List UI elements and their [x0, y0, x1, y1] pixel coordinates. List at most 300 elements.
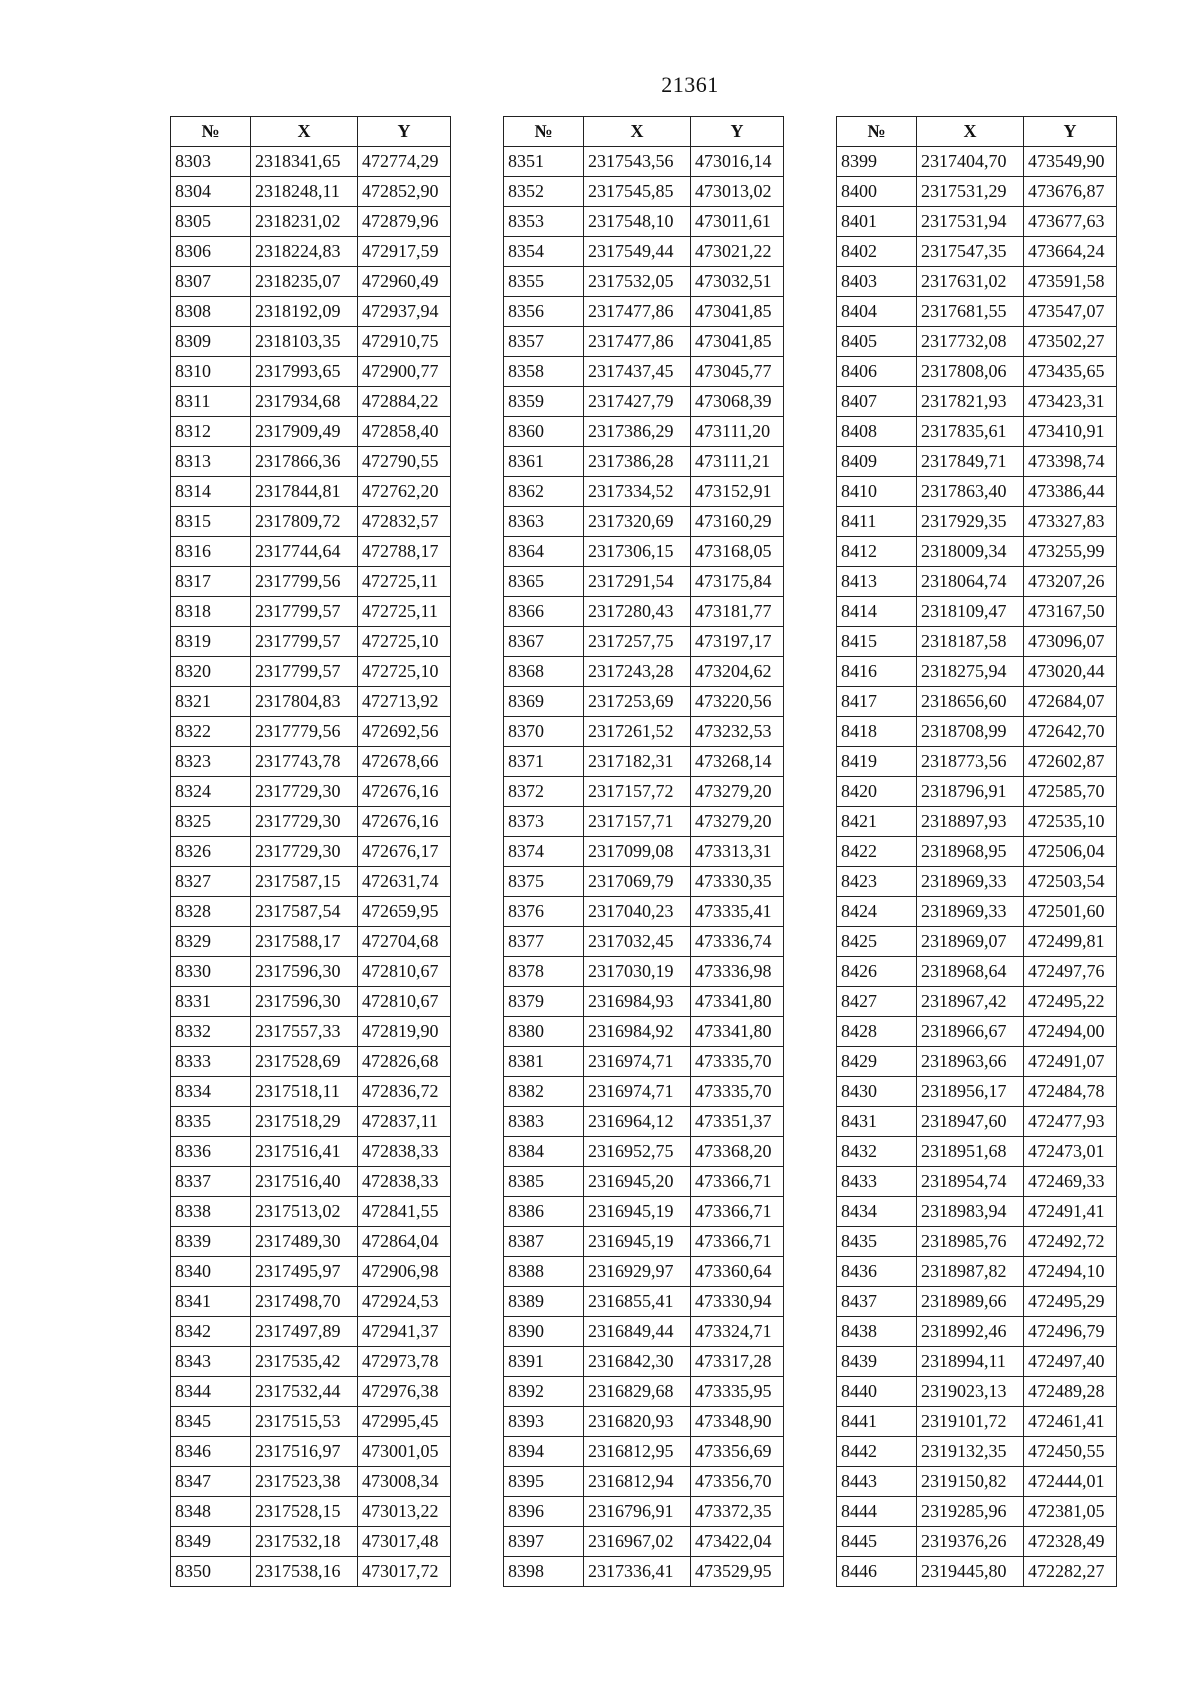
- x-coordinate-cell: 2317743,78: [251, 747, 358, 777]
- point-number-cell: 8338: [171, 1197, 251, 1227]
- point-number-cell: 8363: [504, 507, 584, 537]
- table-row: [171, 747, 451, 777]
- table-row: [171, 147, 451, 177]
- point-number-cell: 8327: [171, 867, 251, 897]
- table-row: [837, 927, 1117, 957]
- point-number-cell: 8403: [837, 267, 917, 297]
- x-coordinate-cell: 2317531,94: [917, 207, 1024, 237]
- point-number-cell: 8398: [504, 1557, 584, 1587]
- x-coordinate-cell: 2317532,18: [251, 1527, 358, 1557]
- x-coordinate-cell: 2317799,57: [251, 657, 358, 687]
- point-number-cell: 8426: [837, 957, 917, 987]
- point-number-cell: 8428: [837, 1017, 917, 1047]
- x-coordinate-cell: 2317538,16: [251, 1557, 358, 1587]
- y-coordinate-cell: 473020,44: [1024, 657, 1117, 687]
- y-coordinate-cell: 472864,04: [358, 1227, 451, 1257]
- y-coordinate-cell: 473676,87: [1024, 177, 1117, 207]
- x-coordinate-cell: 2317631,02: [917, 267, 1024, 297]
- point-number-cell: 8410: [837, 477, 917, 507]
- x-coordinate-cell: 2317681,55: [917, 297, 1024, 327]
- y-coordinate-cell: 472489,28: [1024, 1377, 1117, 1407]
- point-number-cell: 8443: [837, 1467, 917, 1497]
- table-row: [837, 267, 1117, 297]
- table-row: [171, 237, 451, 267]
- x-coordinate-cell: 2317549,44: [584, 237, 691, 267]
- point-number-cell: 8366: [504, 597, 584, 627]
- table-row: [171, 1347, 451, 1377]
- x-coordinate-cell: 2316842,30: [584, 1347, 691, 1377]
- y-coordinate-cell: 472774,29: [358, 147, 451, 177]
- x-coordinate-cell: 2317243,28: [584, 657, 691, 687]
- x-coordinate-cell: 2318966,67: [917, 1017, 1024, 1047]
- table-row: [504, 297, 784, 327]
- table-row: [504, 987, 784, 1017]
- point-number-cell: 8324: [171, 777, 251, 807]
- y-coordinate-cell: 472678,66: [358, 747, 451, 777]
- x-coordinate-cell: 2316967,02: [584, 1527, 691, 1557]
- x-coordinate-cell: 2317498,70: [251, 1287, 358, 1317]
- table-row: [837, 1467, 1117, 1497]
- point-number-cell: 8434: [837, 1197, 917, 1227]
- header-y: Y: [358, 117, 451, 147]
- y-coordinate-cell: 473423,31: [1024, 387, 1117, 417]
- table-row: [171, 1107, 451, 1137]
- y-coordinate-cell: 472910,75: [358, 327, 451, 357]
- y-coordinate-cell: 472282,27: [1024, 1557, 1117, 1587]
- point-number-cell: 8401: [837, 207, 917, 237]
- y-coordinate-cell: 472995,45: [358, 1407, 451, 1437]
- y-coordinate-cell: 472491,07: [1024, 1047, 1117, 1077]
- y-coordinate-cell: 473152,91: [691, 477, 784, 507]
- point-number-cell: 8400: [837, 177, 917, 207]
- table-row: [504, 1107, 784, 1137]
- table-row: [837, 1497, 1117, 1527]
- header-number: №: [504, 117, 584, 147]
- table-row: [171, 657, 451, 687]
- x-coordinate-cell: 2317729,30: [251, 807, 358, 837]
- x-coordinate-cell: 2317799,57: [251, 627, 358, 657]
- table-row: [504, 1257, 784, 1287]
- table-row: [504, 1077, 784, 1107]
- point-number-cell: 8393: [504, 1407, 584, 1437]
- point-number-cell: 8379: [504, 987, 584, 1017]
- y-coordinate-cell: 473356,69: [691, 1437, 784, 1467]
- table-header-row: [837, 117, 1117, 147]
- y-coordinate-cell: 472837,11: [358, 1107, 451, 1137]
- point-number-cell: 8339: [171, 1227, 251, 1257]
- y-coordinate-cell: 473181,77: [691, 597, 784, 627]
- point-number-cell: 8427: [837, 987, 917, 1017]
- table-row: [504, 357, 784, 387]
- y-coordinate-cell: 472838,33: [358, 1167, 451, 1197]
- x-coordinate-cell: 2317516,97: [251, 1437, 358, 1467]
- point-number-cell: 8347: [171, 1467, 251, 1497]
- x-coordinate-cell: 2317291,54: [584, 567, 691, 597]
- point-number-cell: 8328: [171, 897, 251, 927]
- table-row: [504, 237, 784, 267]
- table-row: [504, 867, 784, 897]
- x-coordinate-cell: 2318956,17: [917, 1077, 1024, 1107]
- y-coordinate-cell: 472960,49: [358, 267, 451, 297]
- y-coordinate-cell: 473068,39: [691, 387, 784, 417]
- y-coordinate-cell: 472496,79: [1024, 1317, 1117, 1347]
- point-number-cell: 8325: [171, 807, 251, 837]
- y-coordinate-cell: 472494,10: [1024, 1257, 1117, 1287]
- x-coordinate-cell: 2318248,11: [251, 177, 358, 207]
- table-row: [837, 1047, 1117, 1077]
- y-coordinate-cell: 473398,74: [1024, 447, 1117, 477]
- table-row: [171, 1407, 451, 1437]
- point-number-cell: 8375: [504, 867, 584, 897]
- x-coordinate-cell: 2317320,69: [584, 507, 691, 537]
- table-header-row: [171, 117, 451, 147]
- coordinates-table-3: [836, 116, 1117, 1587]
- table-row: [171, 867, 451, 897]
- x-coordinate-cell: 2317744,64: [251, 537, 358, 567]
- point-number-cell: 8422: [837, 837, 917, 867]
- point-number-cell: 8392: [504, 1377, 584, 1407]
- x-coordinate-cell: 2317523,38: [251, 1467, 358, 1497]
- y-coordinate-cell: 473335,70: [691, 1047, 784, 1077]
- table-row: [171, 1287, 451, 1317]
- point-number-cell: 8310: [171, 357, 251, 387]
- table-row: [171, 1017, 451, 1047]
- x-coordinate-cell: 2318985,76: [917, 1227, 1024, 1257]
- table-row: [171, 897, 451, 927]
- table-row: [171, 297, 451, 327]
- table-row: [504, 147, 784, 177]
- table-row: [504, 1377, 784, 1407]
- x-coordinate-cell: 2318656,60: [917, 687, 1024, 717]
- x-coordinate-cell: 2319132,35: [917, 1437, 1024, 1467]
- x-coordinate-cell: 2317729,30: [251, 777, 358, 807]
- point-number-cell: 8360: [504, 417, 584, 447]
- point-number-cell: 8440: [837, 1377, 917, 1407]
- y-coordinate-cell: 473160,29: [691, 507, 784, 537]
- x-coordinate-cell: 2318989,66: [917, 1287, 1024, 1317]
- x-coordinate-cell: 2317477,86: [584, 327, 691, 357]
- point-number-cell: 8439: [837, 1347, 917, 1377]
- y-coordinate-cell: 473502,27: [1024, 327, 1117, 357]
- x-coordinate-cell: 2318708,99: [917, 717, 1024, 747]
- x-coordinate-cell: 2317516,40: [251, 1167, 358, 1197]
- table-row: [171, 1527, 451, 1557]
- point-number-cell: 8432: [837, 1137, 917, 1167]
- y-coordinate-cell: 472495,29: [1024, 1287, 1117, 1317]
- point-number-cell: 8304: [171, 177, 251, 207]
- x-coordinate-cell: 2319285,96: [917, 1497, 1024, 1527]
- point-number-cell: 8446: [837, 1557, 917, 1587]
- point-number-cell: 8433: [837, 1167, 917, 1197]
- header-x: X: [251, 117, 358, 147]
- table-row: [837, 837, 1117, 867]
- table-row: [837, 447, 1117, 477]
- point-number-cell: 8368: [504, 657, 584, 687]
- y-coordinate-cell: 472497,76: [1024, 957, 1117, 987]
- table-row: [171, 387, 451, 417]
- y-coordinate-cell: 472810,67: [358, 957, 451, 987]
- point-number-cell: 8421: [837, 807, 917, 837]
- table-row: [504, 1317, 784, 1347]
- point-number-cell: 8364: [504, 537, 584, 567]
- x-coordinate-cell: 2317799,57: [251, 597, 358, 627]
- point-number-cell: 8319: [171, 627, 251, 657]
- x-coordinate-cell: 2318009,34: [917, 537, 1024, 567]
- point-number-cell: 8378: [504, 957, 584, 987]
- point-number-cell: 8409: [837, 447, 917, 477]
- x-coordinate-cell: 2318796,91: [917, 777, 1024, 807]
- y-coordinate-cell: 472499,81: [1024, 927, 1117, 957]
- point-number-cell: 8373: [504, 807, 584, 837]
- table-row: [837, 1017, 1117, 1047]
- header-x: X: [917, 117, 1024, 147]
- table-row: [504, 477, 784, 507]
- point-number-cell: 8346: [171, 1437, 251, 1467]
- x-coordinate-cell: 2317863,40: [917, 477, 1024, 507]
- table-row: [837, 897, 1117, 927]
- point-number-cell: 8374: [504, 837, 584, 867]
- x-coordinate-cell: 2317182,31: [584, 747, 691, 777]
- y-coordinate-cell: 473335,41: [691, 897, 784, 927]
- y-coordinate-cell: 472819,90: [358, 1017, 451, 1047]
- x-coordinate-cell: 2317808,06: [917, 357, 1024, 387]
- y-coordinate-cell: 472917,59: [358, 237, 451, 267]
- y-coordinate-cell: 473372,35: [691, 1497, 784, 1527]
- y-coordinate-cell: 473336,98: [691, 957, 784, 987]
- table-row: [504, 1347, 784, 1377]
- x-coordinate-cell: 2318969,33: [917, 867, 1024, 897]
- table-row: [171, 1257, 451, 1287]
- y-coordinate-cell: 472676,17: [358, 837, 451, 867]
- point-number-cell: 8437: [837, 1287, 917, 1317]
- point-number-cell: 8357: [504, 327, 584, 357]
- y-coordinate-cell: 473529,95: [691, 1557, 784, 1587]
- y-coordinate-cell: 472506,04: [1024, 837, 1117, 867]
- point-number-cell: 8342: [171, 1317, 251, 1347]
- table-row: [837, 357, 1117, 387]
- x-coordinate-cell: 2318187,58: [917, 627, 1024, 657]
- table-row: [837, 747, 1117, 777]
- x-coordinate-cell: 2318235,07: [251, 267, 358, 297]
- y-coordinate-cell: 473207,26: [1024, 567, 1117, 597]
- table-row: [171, 957, 451, 987]
- table-row: [171, 477, 451, 507]
- point-number-cell: 8367: [504, 627, 584, 657]
- y-coordinate-cell: 473096,07: [1024, 627, 1117, 657]
- table-row: [504, 657, 784, 687]
- x-coordinate-cell: 2317404,70: [917, 147, 1024, 177]
- y-coordinate-cell: 472461,41: [1024, 1407, 1117, 1437]
- x-coordinate-cell: 2318963,66: [917, 1047, 1024, 1077]
- x-coordinate-cell: 2318897,93: [917, 807, 1024, 837]
- y-coordinate-cell: 473017,48: [358, 1527, 451, 1557]
- table-row: [837, 1317, 1117, 1347]
- y-coordinate-cell: 473330,94: [691, 1287, 784, 1317]
- y-coordinate-cell: 472941,37: [358, 1317, 451, 1347]
- point-number-cell: 8355: [504, 267, 584, 297]
- table-row: [504, 1407, 784, 1437]
- table-row: [504, 507, 784, 537]
- table-row: [504, 537, 784, 567]
- y-coordinate-cell: 473366,71: [691, 1167, 784, 1197]
- point-number-cell: 8395: [504, 1467, 584, 1497]
- point-number-cell: 8404: [837, 297, 917, 327]
- x-coordinate-cell: 2317993,65: [251, 357, 358, 387]
- y-coordinate-cell: 473341,80: [691, 1017, 784, 1047]
- point-number-cell: 8424: [837, 897, 917, 927]
- table-row: [171, 417, 451, 447]
- table-row: [837, 1137, 1117, 1167]
- x-coordinate-cell: 2317261,52: [584, 717, 691, 747]
- table-row: [504, 1047, 784, 1077]
- table-row: [837, 297, 1117, 327]
- table-row: [504, 1287, 784, 1317]
- x-coordinate-cell: 2317732,08: [917, 327, 1024, 357]
- table-row: [837, 1257, 1117, 1287]
- x-coordinate-cell: 2316829,68: [584, 1377, 691, 1407]
- point-number-cell: 8345: [171, 1407, 251, 1437]
- x-coordinate-cell: 2317849,71: [917, 447, 1024, 477]
- header-number: №: [837, 117, 917, 147]
- point-number-cell: 8382: [504, 1077, 584, 1107]
- point-number-cell: 8372: [504, 777, 584, 807]
- point-number-cell: 8442: [837, 1437, 917, 1467]
- y-coordinate-cell: 473327,83: [1024, 507, 1117, 537]
- table-row: [171, 327, 451, 357]
- point-number-cell: 8388: [504, 1257, 584, 1287]
- y-coordinate-cell: 472900,77: [358, 357, 451, 387]
- y-coordinate-cell: 473336,74: [691, 927, 784, 957]
- table-row: [171, 507, 451, 537]
- point-number-cell: 8423: [837, 867, 917, 897]
- x-coordinate-cell: 2317518,11: [251, 1077, 358, 1107]
- x-coordinate-cell: 2317032,45: [584, 927, 691, 957]
- table-row: [171, 1197, 451, 1227]
- y-coordinate-cell: 473356,70: [691, 1467, 784, 1497]
- x-coordinate-cell: 2318987,82: [917, 1257, 1024, 1287]
- x-coordinate-cell: 2317835,61: [917, 417, 1024, 447]
- table-row: [171, 1467, 451, 1497]
- table-row: [837, 1107, 1117, 1137]
- table-row: [837, 687, 1117, 717]
- x-coordinate-cell: 2317336,41: [584, 1557, 691, 1587]
- table-row: [504, 447, 784, 477]
- table-row: [504, 207, 784, 237]
- point-number-cell: 8389: [504, 1287, 584, 1317]
- y-coordinate-cell: 472497,40: [1024, 1347, 1117, 1377]
- y-coordinate-cell: 472381,05: [1024, 1497, 1117, 1527]
- x-coordinate-cell: 2317929,35: [917, 507, 1024, 537]
- table-row: [504, 177, 784, 207]
- point-number-cell: 8361: [504, 447, 584, 477]
- x-coordinate-cell: 2317909,49: [251, 417, 358, 447]
- y-coordinate-cell: 473313,31: [691, 837, 784, 867]
- x-coordinate-cell: 2317779,56: [251, 717, 358, 747]
- table-row: [837, 1347, 1117, 1377]
- x-coordinate-cell: 2317334,52: [584, 477, 691, 507]
- point-number-cell: 8390: [504, 1317, 584, 1347]
- point-number-cell: 8308: [171, 297, 251, 327]
- table-row: [171, 837, 451, 867]
- x-coordinate-cell: 2317866,36: [251, 447, 358, 477]
- x-coordinate-cell: 2317513,02: [251, 1197, 358, 1227]
- y-coordinate-cell: 472838,33: [358, 1137, 451, 1167]
- table-row: [504, 777, 784, 807]
- table-row: [837, 627, 1117, 657]
- point-number-cell: 8359: [504, 387, 584, 417]
- y-coordinate-cell: 473664,24: [1024, 237, 1117, 267]
- x-coordinate-cell: 2319445,80: [917, 1557, 1024, 1587]
- x-coordinate-cell: 2317548,10: [584, 207, 691, 237]
- y-coordinate-cell: 473013,02: [691, 177, 784, 207]
- x-coordinate-cell: 2317528,15: [251, 1497, 358, 1527]
- table-row: [171, 537, 451, 567]
- y-coordinate-cell: 472725,10: [358, 627, 451, 657]
- point-number-cell: 8445: [837, 1527, 917, 1557]
- x-coordinate-cell: 2317497,89: [251, 1317, 358, 1347]
- table-row: [837, 597, 1117, 627]
- point-number-cell: 8334: [171, 1077, 251, 1107]
- x-coordinate-cell: 2318224,83: [251, 237, 358, 267]
- table-row: [837, 177, 1117, 207]
- y-coordinate-cell: 472469,33: [1024, 1167, 1117, 1197]
- x-coordinate-cell: 2317545,85: [584, 177, 691, 207]
- point-number-cell: 8306: [171, 237, 251, 267]
- x-coordinate-cell: 2318773,56: [917, 747, 1024, 777]
- y-coordinate-cell: 473204,62: [691, 657, 784, 687]
- y-coordinate-cell: 472676,16: [358, 777, 451, 807]
- x-coordinate-cell: 2317306,15: [584, 537, 691, 567]
- point-number-cell: 8311: [171, 387, 251, 417]
- point-number-cell: 8312: [171, 417, 251, 447]
- table-row: [171, 807, 451, 837]
- y-coordinate-cell: 473017,72: [358, 1557, 451, 1587]
- y-coordinate-cell: 472501,60: [1024, 897, 1117, 927]
- y-coordinate-cell: 472725,10: [358, 657, 451, 687]
- point-number-cell: 8396: [504, 1497, 584, 1527]
- x-coordinate-cell: 2318947,60: [917, 1107, 1024, 1137]
- x-coordinate-cell: 2316984,92: [584, 1017, 691, 1047]
- point-number-cell: 8420: [837, 777, 917, 807]
- point-number-cell: 8408: [837, 417, 917, 447]
- x-coordinate-cell: 2317099,08: [584, 837, 691, 867]
- x-coordinate-cell: 2317588,17: [251, 927, 358, 957]
- y-coordinate-cell: 473591,58: [1024, 267, 1117, 297]
- point-number-cell: 8303: [171, 147, 251, 177]
- table-row: [504, 717, 784, 747]
- page-number: 21361: [661, 72, 719, 97]
- x-coordinate-cell: 2318951,68: [917, 1137, 1024, 1167]
- point-number-cell: 8326: [171, 837, 251, 867]
- table-row: [837, 1287, 1117, 1317]
- y-coordinate-cell: 472602,87: [1024, 747, 1117, 777]
- point-number-cell: 8333: [171, 1047, 251, 1077]
- table-row: [504, 327, 784, 357]
- y-coordinate-cell: 472494,00: [1024, 1017, 1117, 1047]
- x-coordinate-cell: 2317844,81: [251, 477, 358, 507]
- point-number-cell: 8380: [504, 1017, 584, 1047]
- x-coordinate-cell: 2316964,12: [584, 1107, 691, 1137]
- x-coordinate-cell: 2318192,09: [251, 297, 358, 327]
- point-number-cell: 8425: [837, 927, 917, 957]
- table-row: [171, 717, 451, 747]
- y-coordinate-cell: 473351,37: [691, 1107, 784, 1137]
- y-coordinate-cell: 472924,53: [358, 1287, 451, 1317]
- table-row: [171, 627, 451, 657]
- x-coordinate-cell: 2316952,75: [584, 1137, 691, 1167]
- x-coordinate-cell: 2316984,93: [584, 987, 691, 1017]
- y-coordinate-cell: 472631,74: [358, 867, 451, 897]
